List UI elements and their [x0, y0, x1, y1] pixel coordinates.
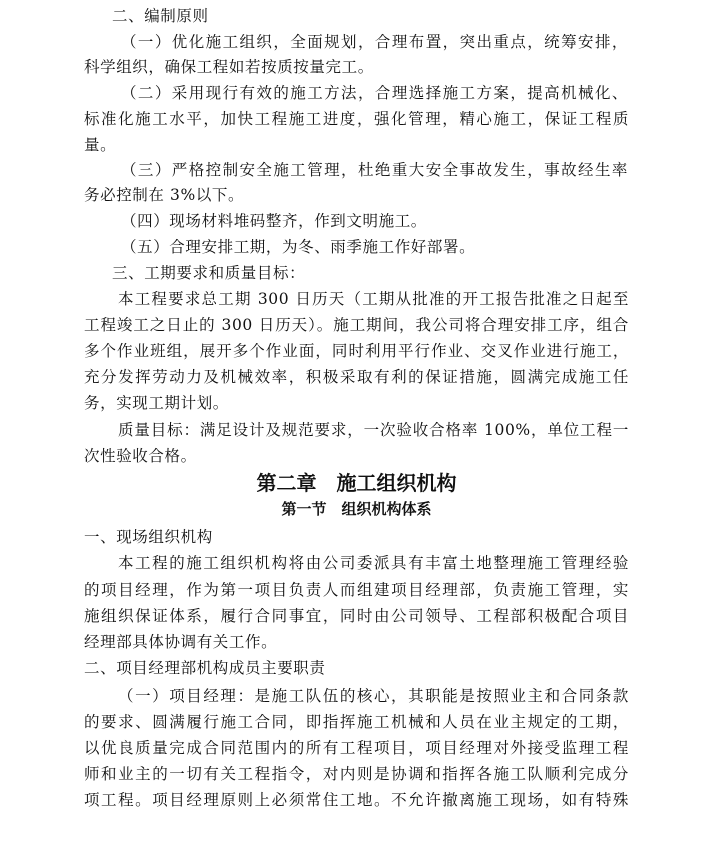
paragraph-line: 质量目标：满足设计及规范要求，一次验收合格率 100%，单位工程一 [118, 421, 629, 439]
paragraph-line: 项工程。项目经理原则上必须常住工地。不允许撤离施工现场，如有特殊 [84, 791, 629, 809]
paragraph-line: 本工程的施工组织机构将由公司委派具有丰富土地整理施工管理经验 [118, 554, 629, 572]
paragraph-line: （一）优化施工组织，全面规划，合理布置，突出重点，统筹安排， [121, 33, 628, 51]
paragraph-line: 充分发挥劳动力及机械效率，积极采取有利的保证措施，圆满完成施工任 [84, 368, 629, 386]
paragraph-line: 标准化施工水平，加快工程施工进度，强化管理，精心施工，保证工程质 [84, 110, 629, 128]
paragraph-line: （三）严格控制安全施工管理，杜绝重大安全事故发生，事故经生率 [121, 161, 628, 179]
paragraph-line: 师和业主的一切有关工程指令，对内则是协调和指挥各施工队顺利完成分 [84, 765, 629, 783]
paragraph-line: 科学组织，确保工程如若按质按量完工。 [84, 58, 374, 76]
paragraph-line: 经理部具体协调有关工作。 [84, 633, 278, 651]
paragraph-line: 量。 [84, 136, 117, 154]
paragraph-line: 务必控制在 3%以下。 [84, 186, 245, 204]
heading-department-duties: 二、项目经理部机构成员主要职责 [84, 659, 326, 677]
paragraph-line: 本工程要求总工期 300 日历天（工期从批准的开工报告批准之日起至 [118, 290, 629, 308]
heading-compilation-principles: 二、编制原则 [112, 7, 209, 25]
heading-schedule-quality: 三、工期要求和质量目标： [112, 264, 306, 282]
paragraph-line: 工程竣工之日止的 300 日历天）。施工期间，我公司将合理安排工序，组合 [84, 316, 629, 334]
paragraph-line: （一）项目经理：是施工队伍的核心，其职能是按照业主和合同条款 [118, 687, 629, 705]
section-title: 第一节 组织机构体系 [281, 500, 432, 518]
paragraph-line: 施组织保证体系，履行合同事宜，同时由公司领导、工程部积极配合项目 [84, 607, 629, 625]
paragraph-line: （四）现场材料堆码整齐，作到文明施工。 [121, 212, 427, 230]
paragraph-line: （五）合理安排工期，为冬、雨季施工作好部署。 [121, 238, 476, 256]
chapter-title: 第二章 施工组织机构 [256, 471, 457, 495]
paragraph-line: 以优良质量完成合同范围内的所有工程项目，项目经理对外接受监理工程 [84, 739, 629, 757]
paragraph-line: （二）采用现行有效的施工方法，合理选择施工方案，提高机械化、 [121, 84, 628, 102]
paragraph-line: 的要求、圆满履行施工合同，即指挥施工机械和人员在业主规定的工期， [84, 713, 629, 731]
paragraph-line: 多个作业班组，展开多个作业面，同时利用平行作业、交叉作业进行施工， [84, 342, 629, 360]
paragraph-line: 次性验收合格。 [84, 447, 197, 465]
heading-site-organization: 一、现场组织机构 [84, 528, 213, 546]
paragraph-line: 务，实现工期计划。 [84, 394, 229, 412]
paragraph-line: 的项目经理，作为第一项目负责人而组建项目经理部，负责施工管理，实 [84, 581, 629, 599]
